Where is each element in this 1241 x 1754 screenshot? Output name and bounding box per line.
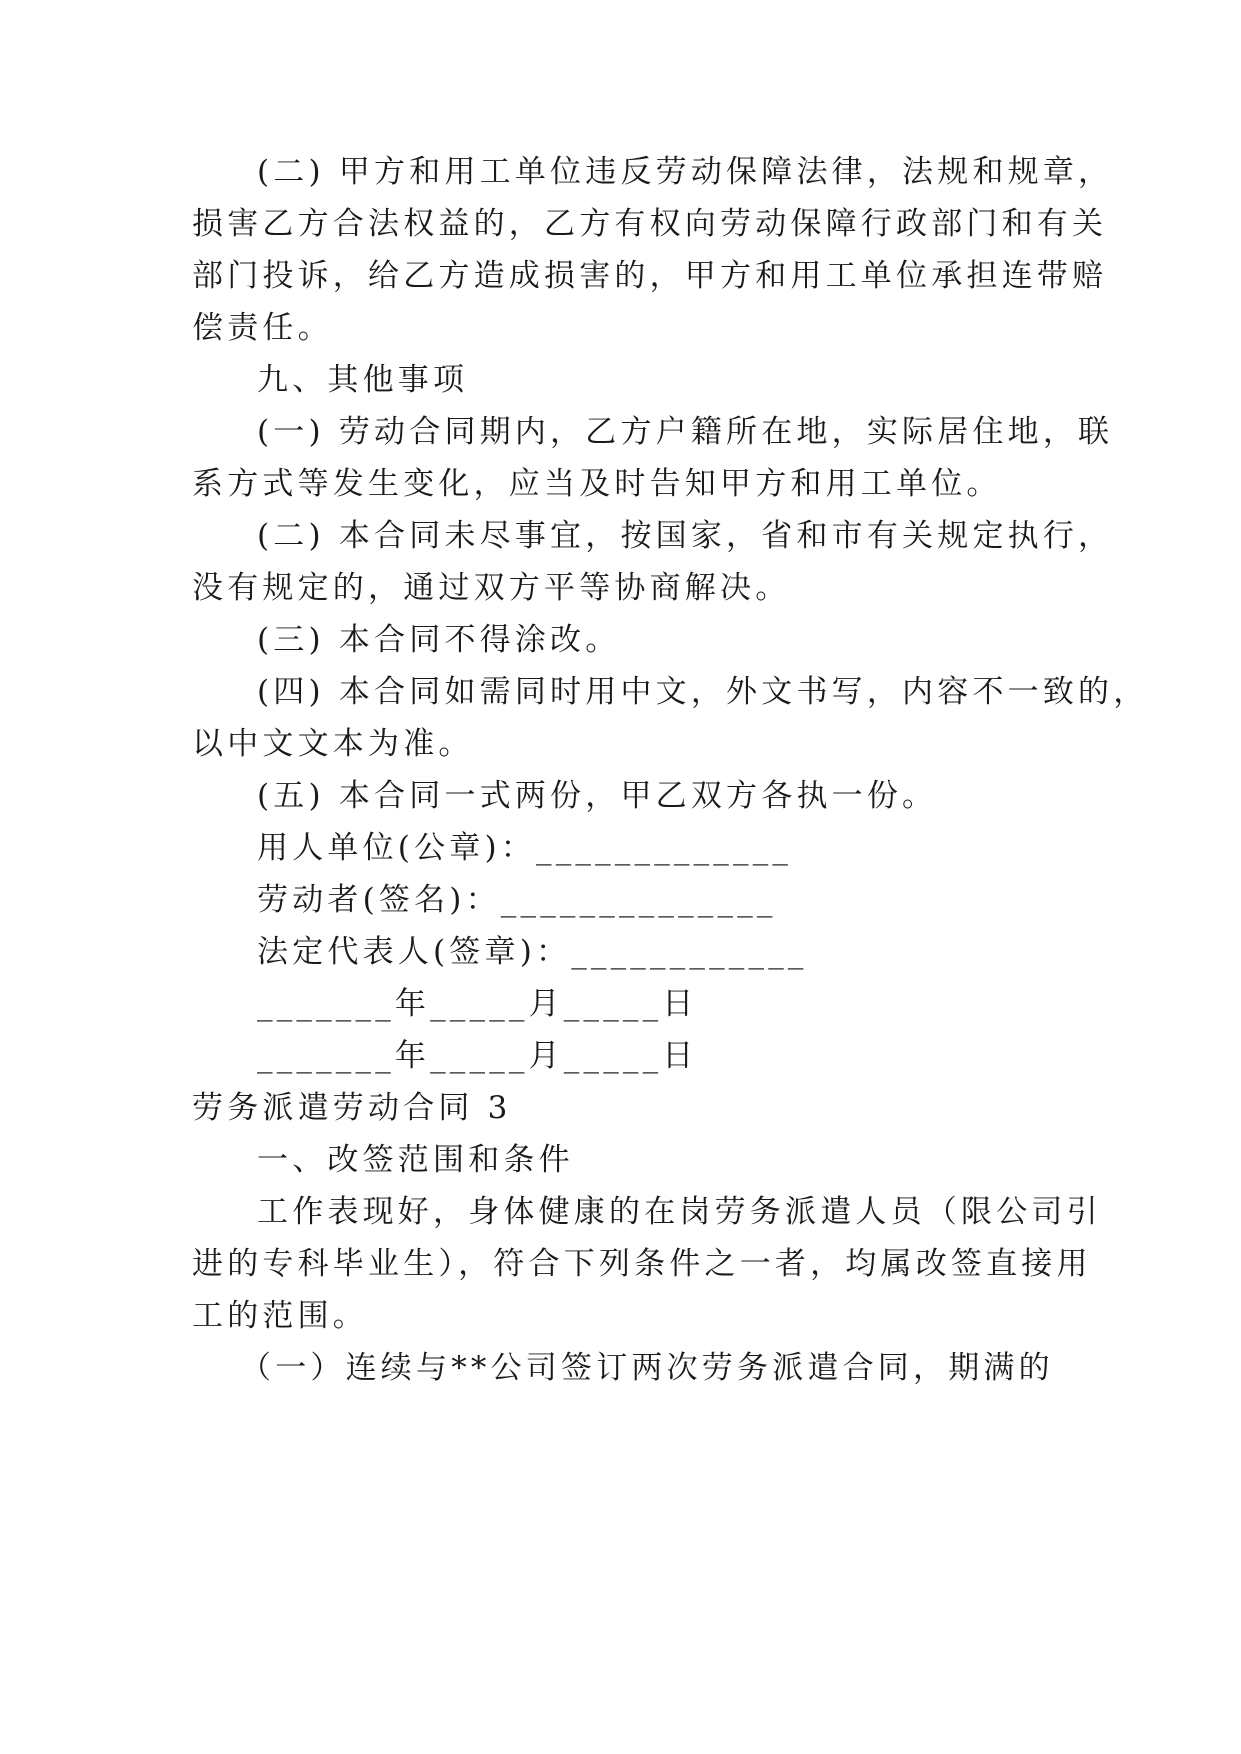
document-title: 劳务派遣劳动合同 3 [192, 1090, 512, 1126]
paragraph-line: (五) 本合同一式两份，甲乙双方各执一份。 [257, 778, 938, 814]
paragraph-line: (三) 本合同不得涂改。 [257, 622, 621, 658]
paragraph-line: (二) 甲方和用工单位违反劳动保障法律，法规和规章， [257, 154, 1114, 190]
signature-field-employer: 用人单位(公章)：_____________ [257, 830, 793, 866]
paragraph-line: 工作表现好，身体健康的在岗劳务派遣人员（限公司引 [257, 1194, 1102, 1230]
paragraph-line: 工的范围。 [192, 1298, 368, 1334]
paragraph-line: 没有规定的，通过双方平等协商解决。 [192, 570, 791, 606]
paragraph-line: (一) 劳动合同期内，乙方户籍所在地，实际居住地，联 [257, 414, 1114, 450]
paragraph-line: (二) 本合同未尽事宜，按国家，省和市有关规定执行， [257, 518, 1114, 554]
signature-field-legal-rep: 法定代表人(签章)：____________ [257, 934, 808, 970]
section-heading: 九、其他事项 [257, 362, 469, 398]
section-heading: 一、改签范围和条件 [257, 1142, 574, 1178]
paragraph-line: 系方式等发生变化，应当及时告知甲方和用工单位。 [192, 466, 1002, 502]
paragraph-line: 进的专科毕业生），符合下列条件之一者，均属改签直接用 [192, 1246, 1092, 1282]
paragraph-line: 部门投诉，给乙方造成损害的，甲方和用工单位承担连带赔 [192, 258, 1108, 294]
paragraph-line: 以中文文本为准。 [192, 726, 474, 762]
date-field: _______年_____月_____日 [257, 1038, 698, 1074]
paragraph-line: 损害乙方合法权益的，乙方有权向劳动保障行政部门和有关 [192, 206, 1108, 242]
paragraph-line: 偿责任。 [192, 310, 333, 346]
paragraph-line: (四) 本合同如需同时用中文，外文书写，内容不一致的， [257, 674, 1149, 710]
paragraph-line: （一）连续与**公司签订两次劳务派遣合同，期满的 [240, 1350, 1054, 1386]
signature-field-worker: 劳动者(签名)：______________ [257, 882, 777, 918]
date-field: _______年_____月_____日 [257, 986, 698, 1022]
